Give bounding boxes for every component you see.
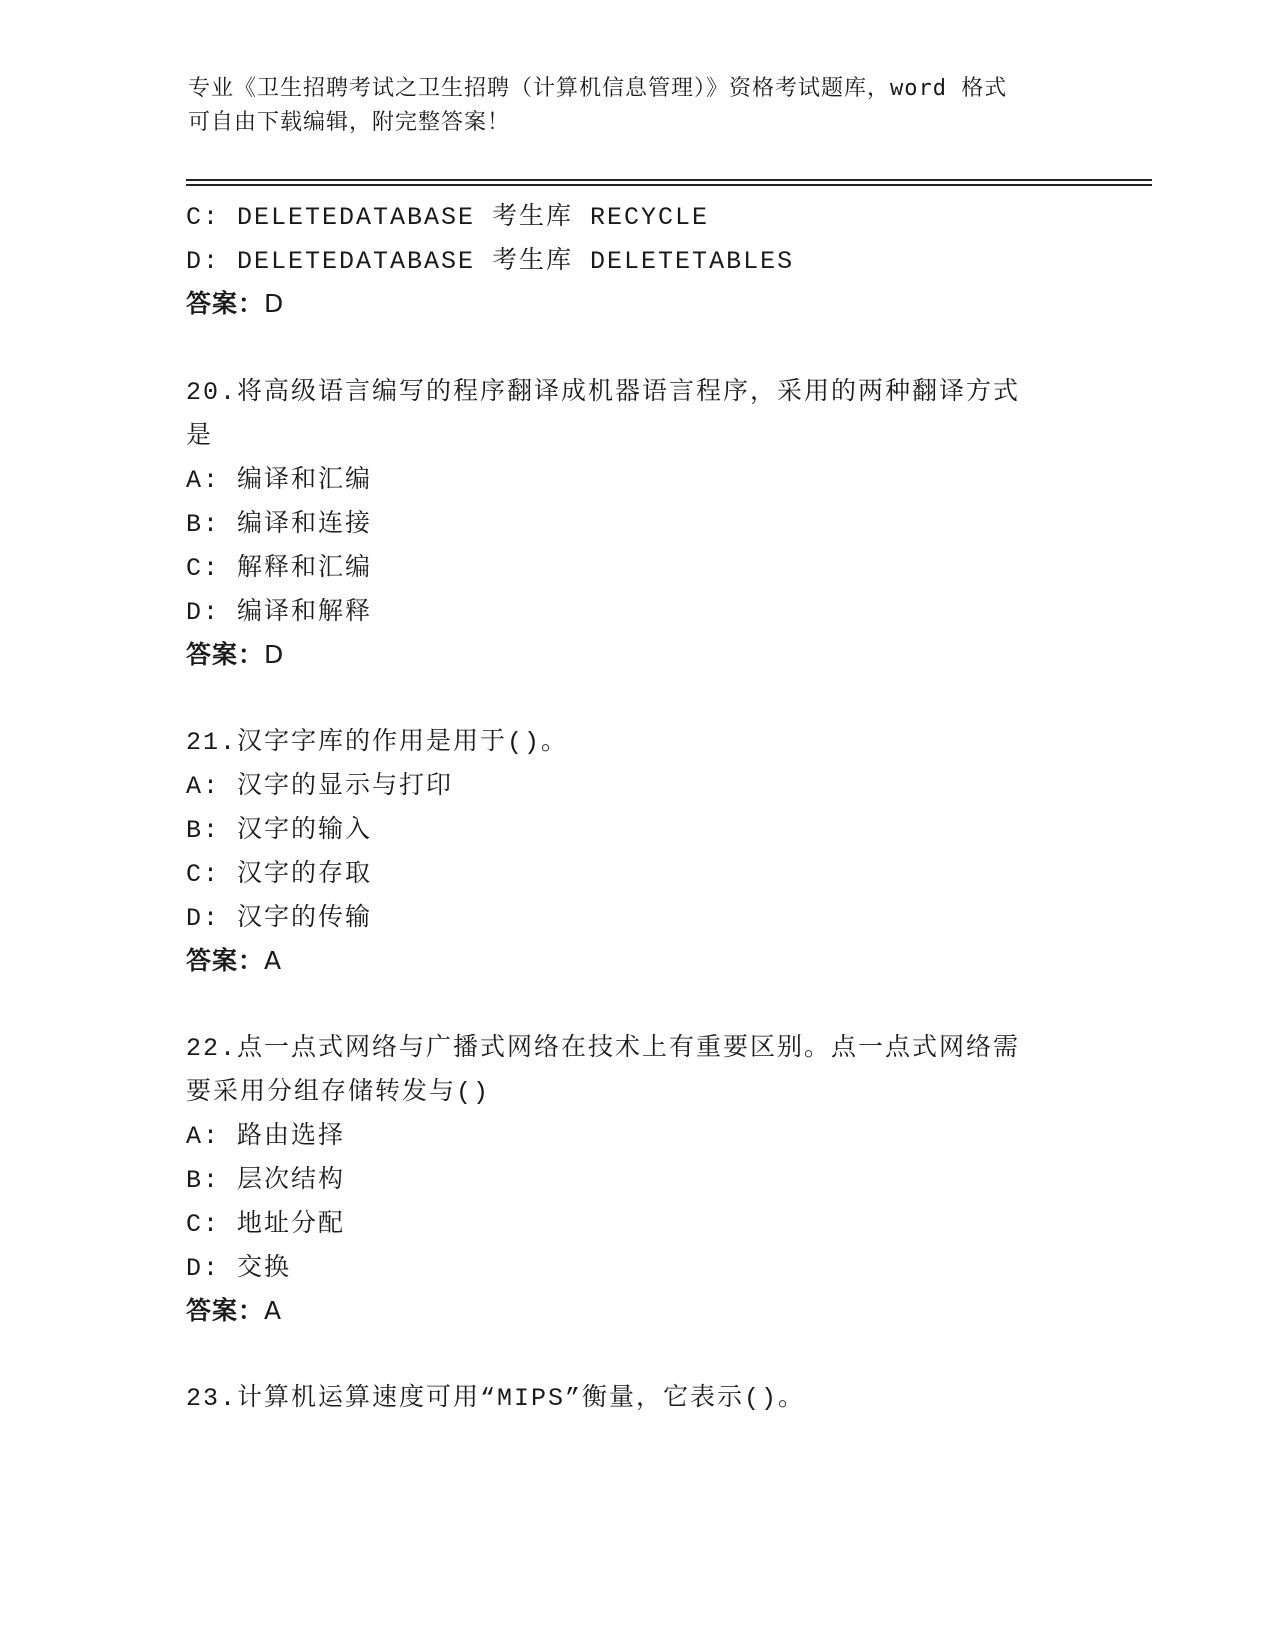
header-divider-top	[186, 179, 1152, 181]
question-stem-line: 是	[186, 422, 214, 451]
option-d: D: DELETEDATABASE 考生库 DELETETABLES	[186, 247, 795, 276]
answer-value: A	[264, 1296, 283, 1325]
option-d: D: 编译和解释	[186, 598, 373, 627]
header-line-1: 专业《卫生招聘考试之卫生招聘（计算机信息管理）》资格考试题库，word 格式	[188, 76, 1008, 101]
option-c: C: 地址分配	[186, 1210, 346, 1239]
option-b: B: 层次结构	[186, 1166, 346, 1195]
option-b: B: 编译和连接	[186, 510, 373, 539]
option-c: C: DELETEDATABASE 考生库 RECYCLE	[186, 203, 710, 232]
option-a: A: 汉字的显示与打印	[186, 772, 454, 801]
question-stem-line: 23.计算机运算速度可用“MIPS”衡量，它表示()。	[186, 1384, 806, 1413]
option-d: D: 交换	[186, 1254, 292, 1283]
answer-value: D	[264, 289, 285, 318]
question-stem-line: 22.点一点式网络与广播式网络在技术上有重要区别。点一点式网络需	[186, 1034, 1021, 1063]
answer-label: 答案：	[186, 640, 265, 669]
answer-line	[186, 284, 284, 320]
option-c: C: 汉字的存取	[186, 860, 373, 889]
answer-label: 答案：	[186, 1296, 265, 1325]
answer-label: 答案：	[186, 946, 265, 975]
answer-line	[186, 635, 284, 671]
header-divider-bottom	[186, 184, 1152, 186]
answer-value: D	[264, 640, 285, 669]
option-a: A: 编译和汇编	[186, 466, 373, 495]
question-stem-line: 20.将高级语言编写的程序翻译成机器语言程序，采用的两种翻译方式	[186, 378, 1021, 407]
document-header	[188, 72, 1068, 140]
answer-line	[186, 1291, 282, 1327]
question-stem-line: 21.汉字字库的作用是用于()。	[186, 728, 569, 757]
header-line-2: 可自由下载编辑，附完整答案！	[188, 110, 511, 135]
answer-value: A	[264, 946, 283, 975]
option-c: C: 解释和汇编	[186, 554, 373, 583]
question-stem-line: 要采用分组存储转发与()	[186, 1078, 491, 1107]
option-b: B: 汉字的输入	[186, 816, 373, 845]
option-d: D: 汉字的传输	[186, 904, 373, 933]
answer-line	[186, 941, 282, 977]
answer-label: 答案：	[186, 289, 265, 318]
option-a: A: 路由选择	[186, 1122, 346, 1151]
